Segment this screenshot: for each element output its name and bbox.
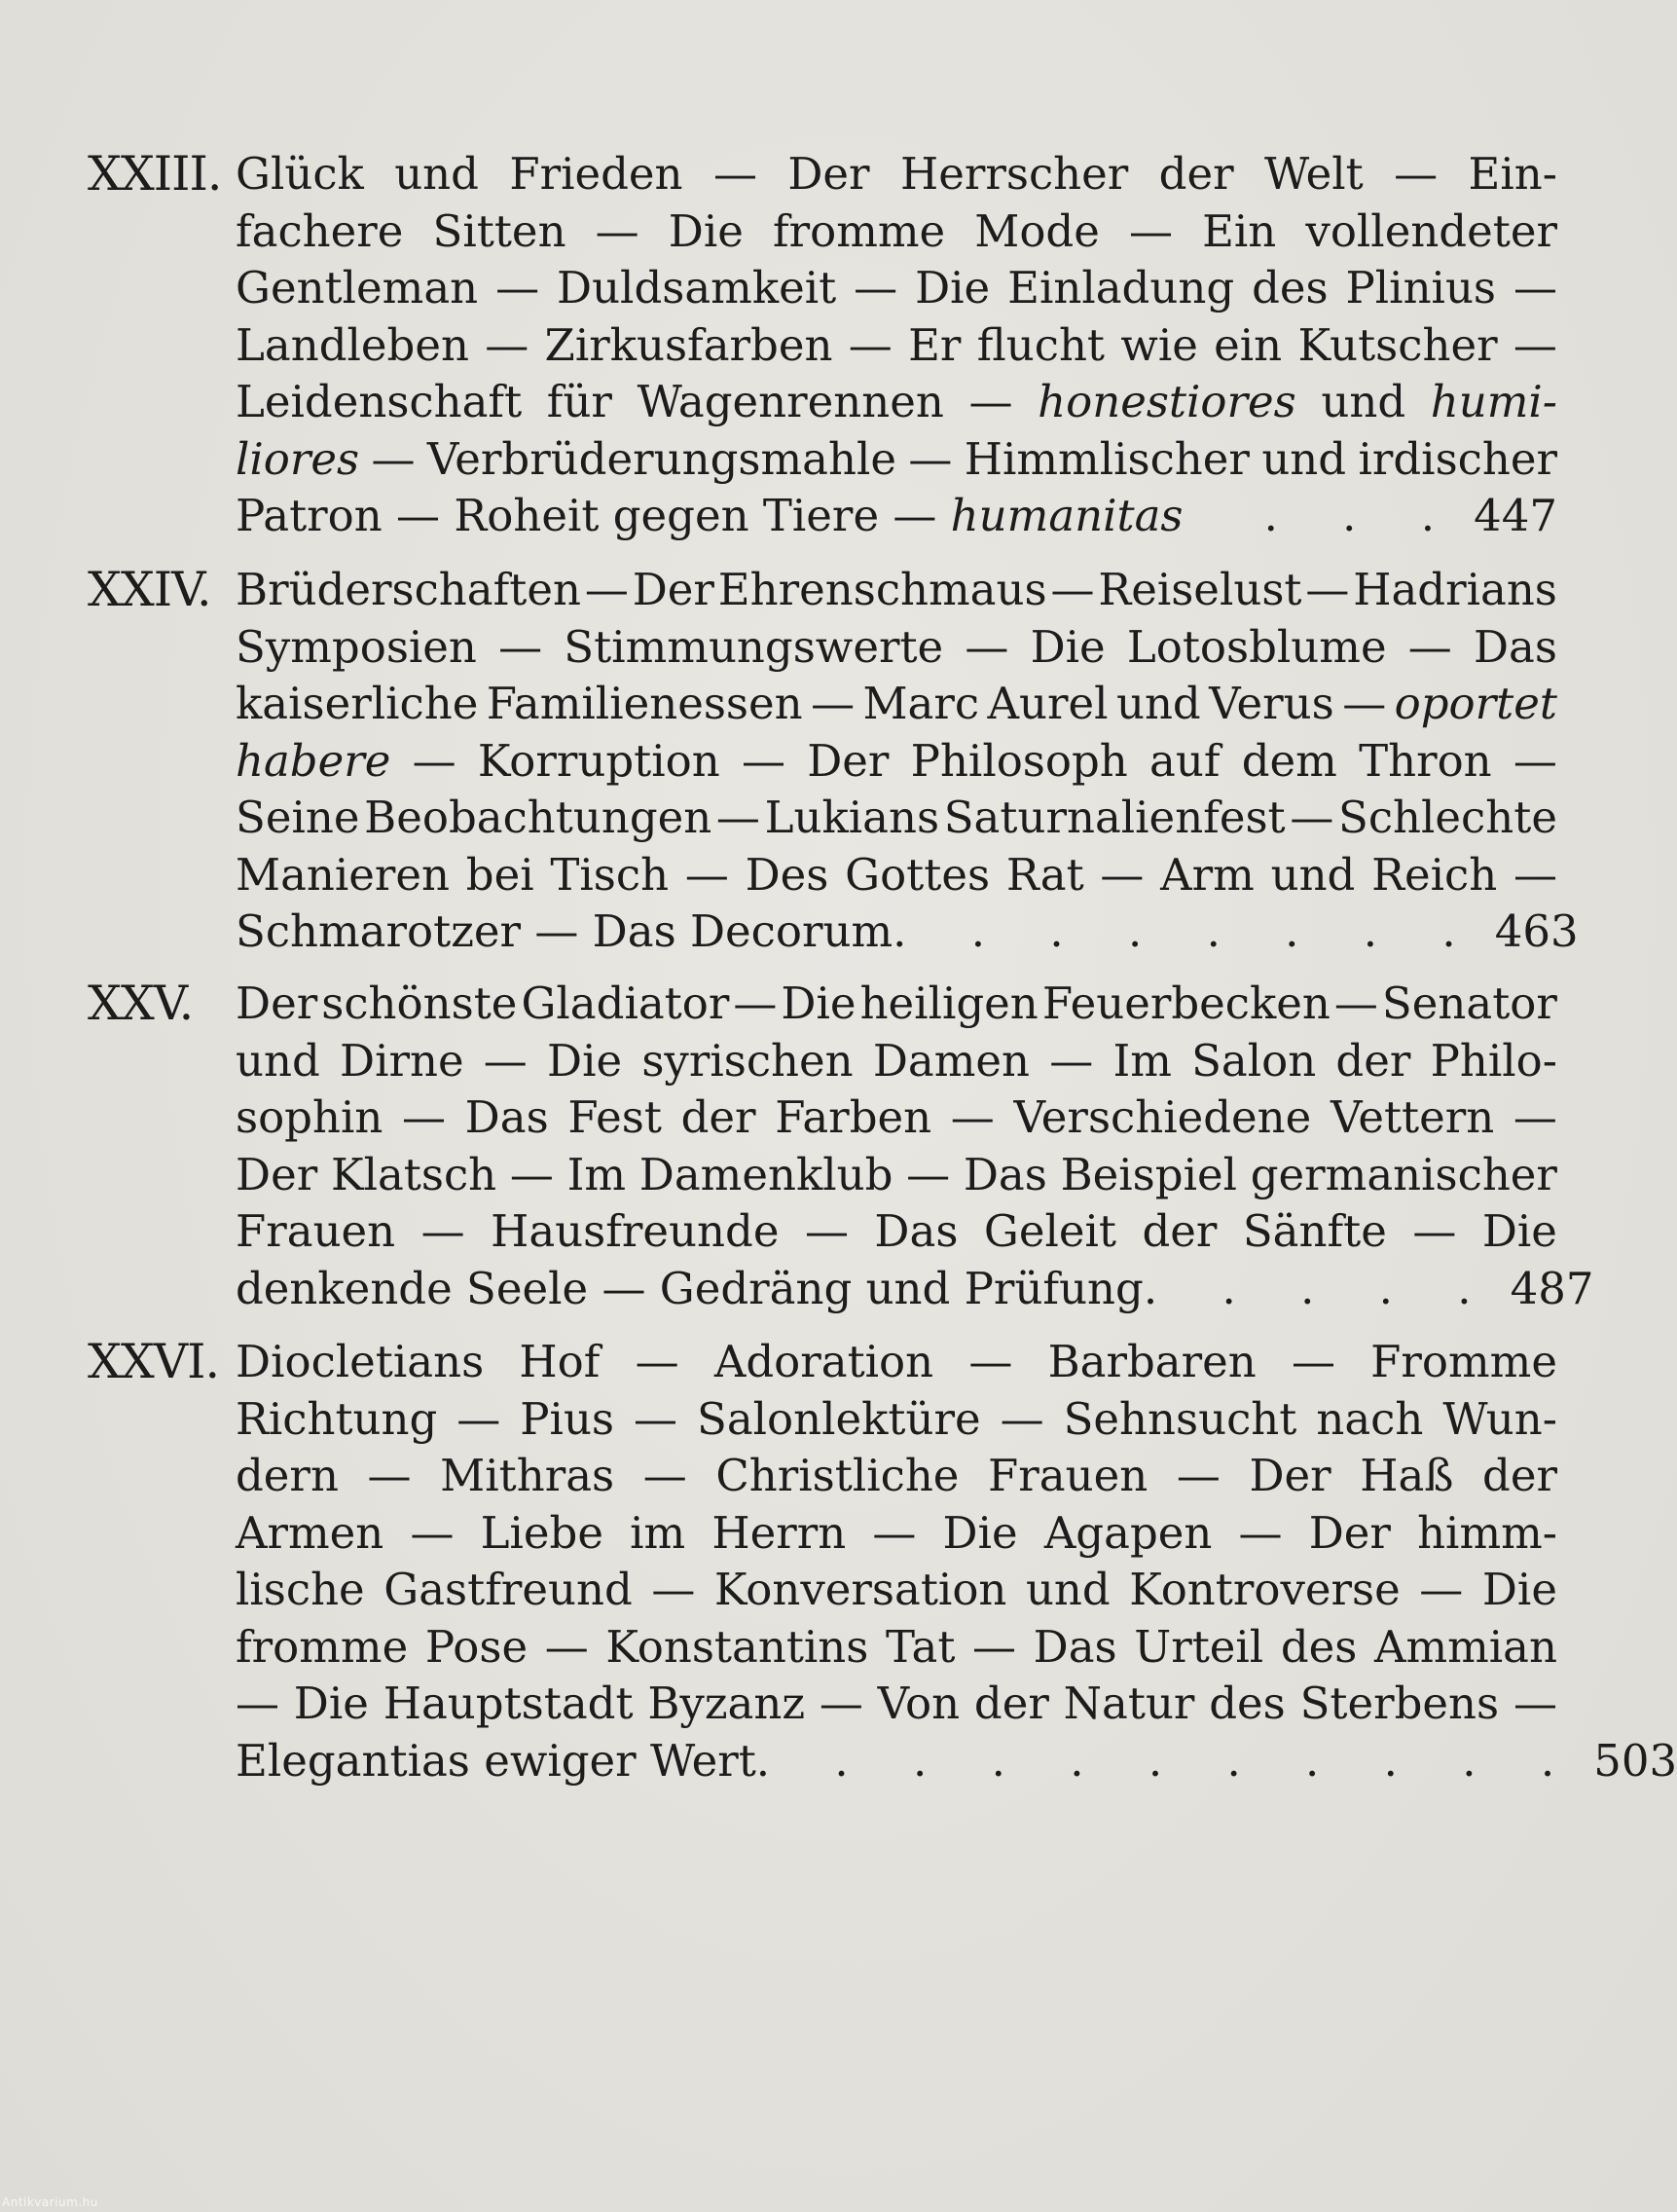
summary-word: — [456, 1392, 501, 1445]
summary-line [236, 1676, 1557, 1733]
summary-word: Ammian [1373, 1620, 1557, 1673]
summary-line [236, 676, 1557, 733]
summary-word: wie [1120, 318, 1198, 371]
summary-word: — [968, 376, 1013, 427]
summary-word: Christliche [715, 1450, 960, 1501]
chapter-summary [236, 1334, 1677, 1789]
summary-line [236, 790, 1557, 847]
summary-word: und [1270, 848, 1356, 901]
summary-word: dern [236, 1450, 339, 1501]
summary-word: syrischen [641, 1034, 854, 1087]
summary-line [236, 1619, 1557, 1677]
summary-word: Hof [519, 1336, 601, 1387]
summary-word: Damenklub [638, 1148, 893, 1200]
summary-word: Feuerbecken [1041, 977, 1331, 1029]
summary-word: Symposien [236, 620, 477, 673]
summary-word: — [1513, 318, 1557, 371]
summary-word: Liebe [480, 1506, 603, 1559]
summary-word: — [1050, 564, 1095, 615]
summary-word: — [804, 1205, 849, 1257]
summary-word: — [483, 1034, 528, 1087]
summary-word: Gottes [845, 848, 991, 901]
summary-word: des [1280, 1620, 1358, 1673]
summary-word: Lotosblume [1126, 620, 1387, 673]
summary-word: Barbaren [1047, 1336, 1257, 1387]
summary-word: — [509, 1148, 554, 1200]
summary-word: fromme [772, 204, 946, 257]
summary-word: Marc [862, 678, 980, 729]
summary-word: Leidenschaft [236, 376, 523, 427]
summary-word: himm- [1417, 1506, 1557, 1559]
summary-word: Senator [1381, 977, 1557, 1029]
summary-word: — [410, 1506, 455, 1559]
summary-word: — [741, 734, 785, 787]
summary-word: Konversation [713, 1564, 1007, 1615]
summary-last-line [236, 1733, 1677, 1790]
summary-word: ein [1214, 318, 1283, 371]
summary-word: Fest [567, 1091, 662, 1143]
summary-word: — [908, 432, 953, 485]
summary-word: Gentleman [236, 262, 479, 313]
summary-word: Philo- [1430, 1034, 1557, 1087]
summary-word: nach [1316, 1392, 1424, 1445]
summary-word: — [972, 1620, 1017, 1673]
summary-word: Damen [872, 1034, 1031, 1087]
summary-word: — [485, 318, 529, 371]
summary-word: germanischer [1250, 1148, 1557, 1200]
summary-word: Lukians [764, 792, 940, 843]
summary-word: Natur [1063, 1677, 1195, 1729]
summary-line-text: Patron — Roheit gegen Tiere — humanitas [236, 488, 1184, 545]
summary-word: Thron [1359, 734, 1492, 787]
summary-word: Salonlektüre [697, 1392, 981, 1445]
summary-word: Farben [775, 1091, 932, 1143]
chapter-summary [236, 146, 1557, 545]
page-number: 487 [1510, 1262, 1594, 1314]
summary-word: Pius [520, 1392, 615, 1445]
summary-word: und [394, 148, 479, 200]
summary-word: — [854, 262, 898, 313]
summary-word: — [498, 620, 543, 673]
summary-word: Der [632, 564, 714, 615]
summary-word: Der [787, 148, 870, 200]
summary-word: Manieren [236, 848, 451, 901]
summary-word: und [1261, 432, 1347, 485]
summary-word: Das [464, 1091, 549, 1143]
summary-line [236, 203, 1557, 261]
summary-word: Konstantins [605, 1620, 869, 1673]
summary-word: Aurel [987, 678, 1109, 729]
summary-word: Frauen [988, 1450, 1148, 1501]
summary-word: Die [942, 1506, 1018, 1559]
summary-word: Welt [1264, 148, 1364, 200]
summary-word: — [1513, 262, 1557, 313]
page-number: 447 [1474, 490, 1557, 541]
summary-word: Arm [1160, 848, 1255, 901]
summary-word: habere [236, 734, 391, 787]
summary-word: fachere [236, 204, 404, 257]
summary-word: Die [1030, 620, 1106, 673]
summary-word: Duldsamkeit [557, 262, 837, 313]
summary-word: Saturnalienfest [943, 792, 1286, 843]
summary-word: Wagenrennen [637, 376, 944, 427]
summary-word: — [811, 678, 856, 729]
summary-word: Brüderschaften [236, 564, 581, 615]
summary-word: Geleit [983, 1205, 1116, 1257]
summary-word: Korruption [477, 734, 720, 787]
summary-word: — [236, 1677, 279, 1729]
summary-word: Familienessen [486, 678, 803, 729]
summary-word: Sänfte [1242, 1205, 1387, 1257]
summary-word: honestiores [1038, 376, 1296, 427]
summary-word: lische [236, 1564, 365, 1615]
summary-word: irdischer [1358, 432, 1557, 485]
summary-word: — [412, 734, 456, 787]
summary-word: — [819, 1677, 863, 1729]
summary-word: Gladiator [521, 977, 730, 1029]
summary-word: Philosoph [910, 734, 1128, 787]
summary-word: — [1000, 1392, 1044, 1445]
summary-line [236, 1334, 1557, 1391]
summary-line [236, 1089, 1557, 1147]
summary-word: Byzanz [647, 1677, 806, 1729]
summary-word: liores [236, 432, 360, 485]
summary-word: Herrscher [899, 148, 1129, 200]
summary-word: auf [1149, 734, 1221, 787]
summary-line-text: denkende Seele — Gedräng und Prüfung [236, 1262, 1144, 1314]
leader-dots: . . . . . . . . . . . [755, 1734, 1581, 1787]
summary-line [236, 1448, 1557, 1505]
leader-dots: . . . . . . . . [893, 905, 1481, 957]
summary-word: Verus [1209, 678, 1334, 729]
chapter-numeral: XXVI. [88, 1334, 220, 1389]
summary-word: Hauptstadt [383, 1677, 634, 1729]
summary-word: — [1412, 1205, 1457, 1257]
summary-word: Mode [974, 204, 1100, 257]
summary-word: — [1128, 204, 1173, 257]
chapter-summary [236, 562, 1579, 961]
summary-word: Herrn [711, 1506, 847, 1559]
summary-word: Schlechte [1338, 792, 1557, 843]
summary-line [236, 431, 1557, 489]
leader-dots: . . . [1263, 490, 1461, 541]
summary-word: Glück [236, 148, 364, 200]
summary-word: — [1290, 792, 1334, 843]
summary-word: — [1513, 1677, 1557, 1729]
summary-word: der [973, 1677, 1049, 1729]
summary-word: Sterbens [1299, 1677, 1500, 1729]
page-number: 503 [1593, 1734, 1677, 1787]
summary-line [236, 847, 1557, 904]
summary-word: — [635, 1336, 679, 1387]
summary-word: kaiserliche [236, 678, 479, 729]
summary-word: — [1419, 1564, 1464, 1615]
summary-word: — [1238, 1506, 1283, 1559]
summary-word: sophin [236, 1091, 383, 1143]
summary-word: Hausfreunde [491, 1205, 780, 1257]
summary-word: Ein- [1468, 148, 1557, 200]
summary-word: — [420, 1205, 465, 1257]
summary-word: Rat [1005, 848, 1084, 901]
summary-word: Das [963, 1148, 1047, 1200]
summary-word: Kontroverse [1129, 1564, 1401, 1615]
summary-word: Wun- [1442, 1392, 1557, 1445]
summary-word: Sehnsucht [1063, 1392, 1297, 1445]
summary-word: der [680, 1091, 756, 1143]
summary-line [236, 1203, 1557, 1261]
summary-word: Im [566, 1148, 627, 1200]
summary-word: und [1025, 1564, 1111, 1615]
summary-word: Von [877, 1677, 961, 1729]
summary-word: und [236, 1034, 320, 1087]
summary-word: — [1100, 848, 1145, 901]
summary-word: — [495, 262, 540, 313]
summary-word: Landleben [236, 318, 469, 371]
summary-word: — [712, 148, 757, 200]
summary-line-text: Elegantias ewiger Wert [236, 1734, 756, 1787]
summary-word: Verschiedene [1013, 1091, 1312, 1143]
summary-word: Der [1249, 1450, 1331, 1501]
summary-line [236, 1033, 1557, 1090]
summary-line [236, 562, 1557, 619]
summary-word: Die [668, 204, 744, 257]
summary-word: — [544, 1620, 589, 1673]
summary-word: Die [293, 1677, 369, 1729]
summary-word: flucht [976, 318, 1106, 371]
summary-word: — [1291, 1336, 1335, 1387]
summary-word: der [1335, 1034, 1411, 1087]
summary-word: heiligen [859, 977, 1039, 1029]
summary-word: Frauen [236, 1205, 396, 1257]
summary-word: Das [874, 1205, 959, 1257]
summary-line-text: Schmarotzer — Das Decorum [236, 905, 893, 957]
summary-word: — [848, 318, 893, 371]
summary-word: Die [547, 1034, 623, 1087]
chapter-numeral: XXIII. [88, 146, 222, 202]
leader-dots: . . . . . [1143, 1262, 1497, 1314]
summary-word: der [1158, 148, 1234, 200]
summary-word: Reich [1371, 848, 1498, 901]
summary-word: — [1333, 977, 1378, 1029]
summary-word: des [1209, 1677, 1286, 1729]
watermark: Antikvarium.hu [2, 2195, 98, 2209]
summary-line [236, 1147, 1557, 1204]
summary-word: und [1115, 678, 1201, 729]
summary-word: — [634, 1392, 678, 1445]
summary-word: — [965, 620, 1009, 673]
summary-word: Die [1481, 1205, 1557, 1257]
summary-word: Klatsch [330, 1148, 497, 1200]
summary-word: Agapen [1043, 1506, 1213, 1559]
summary-word: Das [1033, 1620, 1117, 1673]
summary-word: — [684, 848, 729, 901]
summary-word: — [371, 432, 416, 485]
summary-line [236, 317, 1557, 375]
summary-line [236, 976, 1557, 1033]
summary-word: — [642, 1450, 687, 1501]
summary-word: Im [1112, 1034, 1172, 1087]
page-number: 463 [1494, 905, 1579, 957]
summary-word: Der [807, 734, 890, 787]
summary-word: Tisch [550, 848, 670, 901]
summary-word: — [1513, 1091, 1557, 1143]
summary-line [236, 1391, 1557, 1449]
summary-word: — [1342, 678, 1387, 729]
summary-word: Des [745, 848, 829, 901]
summary-word: Ehrenschmaus [717, 564, 1047, 615]
chapter-summary [236, 976, 1594, 1317]
summary-word: Die [915, 262, 991, 313]
summary-word: Der [1308, 1506, 1391, 1559]
summary-word: — [1305, 564, 1350, 615]
summary-word: Haß [1360, 1450, 1454, 1501]
summary-word: — [584, 564, 629, 615]
summary-last-line [236, 903, 1579, 961]
summary-word: des [1252, 262, 1329, 313]
summary-word: Plinius [1345, 262, 1497, 313]
summary-word: humi- [1430, 376, 1557, 427]
summary-word: Seine [236, 792, 360, 843]
summary-word: Fromme [1370, 1336, 1557, 1387]
summary-word: Beispiel [1060, 1148, 1237, 1200]
summary-word: Tat [885, 1620, 956, 1673]
summary-word: Das [1473, 620, 1557, 673]
summary-word: — [968, 1336, 1013, 1387]
summary-line [236, 1505, 1557, 1563]
summary-word: der [1142, 1205, 1218, 1257]
summary-word: Armen [236, 1506, 384, 1559]
summary-line [236, 619, 1557, 677]
summary-word: Einladung [1007, 262, 1235, 313]
summary-word: Dirne [339, 1034, 464, 1087]
summary-word: Kutscher [1297, 318, 1498, 371]
summary-word: Der [236, 1148, 318, 1200]
summary-word: — [1407, 620, 1452, 673]
summary-word: im [630, 1506, 686, 1559]
summary-word: — [402, 1091, 447, 1143]
summary-word: Sitten [432, 204, 566, 257]
summary-word: Ein [1202, 204, 1277, 257]
summary-word: Verbrüderungsmahle [426, 432, 896, 485]
summary-word: Frieden [509, 148, 683, 200]
summary-word: — [733, 977, 778, 1029]
summary-word: Er [908, 318, 962, 371]
summary-word: — [950, 1091, 995, 1143]
summary-line [236, 260, 1557, 317]
summary-word: — [872, 1506, 917, 1559]
summary-italic-term: humanitas [936, 490, 1184, 541]
summary-word: Stimmungswerte [564, 620, 944, 673]
summary-word: Zirkusfarben [544, 318, 833, 371]
summary-word: der [1482, 1450, 1557, 1501]
summary-last-line [236, 488, 1557, 545]
summary-line [236, 374, 1557, 431]
summary-last-line [236, 1261, 1594, 1318]
summary-word: bei [465, 848, 534, 901]
summary-word: vollendeter [1305, 204, 1557, 257]
summary-word: Urteil [1134, 1620, 1264, 1673]
summary-word: fromme [236, 1620, 409, 1673]
summary-word: Himmlischer [964, 432, 1250, 485]
summary-word: oportet [1394, 678, 1557, 729]
summary-word: Beobachtungen [364, 792, 712, 843]
summary-word: Hadrians [1353, 564, 1557, 615]
summary-word: Reiselust [1098, 564, 1302, 615]
summary-word: — [651, 1564, 696, 1615]
summary-word: — [1513, 734, 1557, 787]
summary-word: für [546, 376, 612, 427]
summary-word: — [906, 1148, 951, 1200]
summary-line [236, 146, 1557, 203]
summary-word: — [715, 792, 760, 843]
summary-word: — [1176, 1450, 1221, 1501]
summary-line [236, 733, 1557, 791]
summary-word: schönste [321, 977, 518, 1029]
summary-line [236, 1562, 1557, 1619]
summary-word: und [1321, 376, 1406, 427]
summary-word: dem [1241, 734, 1337, 787]
summary-word: — [595, 204, 639, 257]
summary-word: Die [781, 977, 857, 1029]
summary-word: Richtung [236, 1392, 438, 1445]
summary-word: Diocletians [236, 1336, 485, 1387]
summary-word: Der [236, 977, 318, 1029]
summary-word: Gastfreund [383, 1564, 633, 1615]
summary-word: Vettern [1330, 1091, 1495, 1143]
summary-word: Die [1481, 1564, 1557, 1615]
summary-word: Adoration [713, 1336, 934, 1387]
summary-word: Salon [1191, 1034, 1317, 1087]
summary-word: Pose [424, 1620, 529, 1673]
chapter-numeral: XXIV. [88, 562, 211, 617]
summary-word: — [1513, 848, 1557, 901]
summary-word: — [1394, 148, 1439, 200]
summary-word: — [367, 1450, 412, 1501]
chapter-numeral: XXV. [88, 976, 194, 1031]
summary-word: Mithras [440, 1450, 615, 1501]
summary-word: — [1049, 1034, 1094, 1087]
